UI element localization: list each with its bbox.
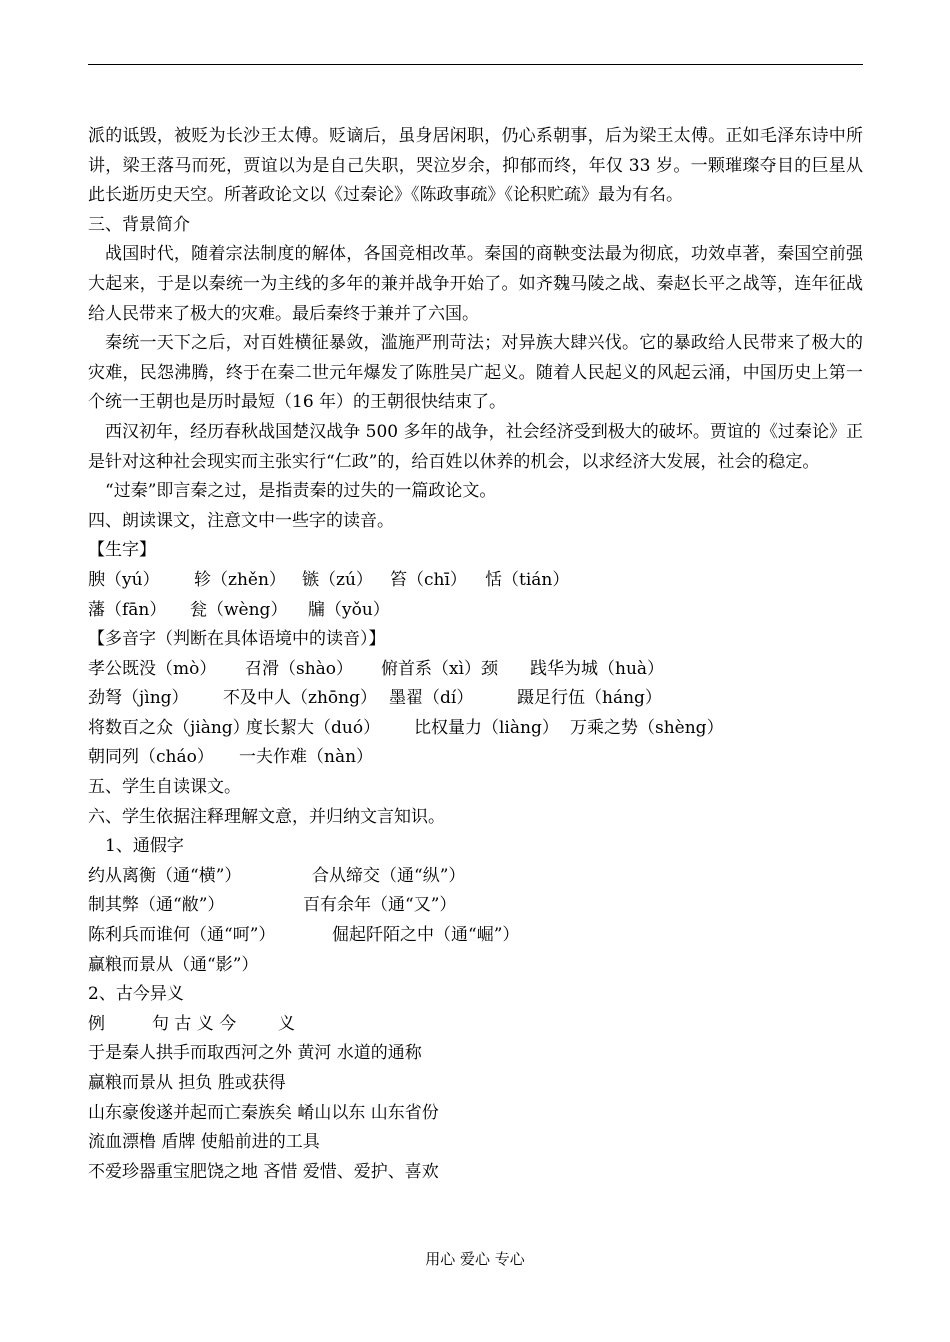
polyphone-item: 不及中人（zhōng）: [223, 688, 377, 709]
gujin-heading: 2、古今异义: [88, 984, 184, 1005]
tongjia-row-2: [88, 891, 863, 921]
document-body: [88, 122, 863, 1187]
polyphone-item: 召滑（shào）: [245, 658, 354, 679]
polyphone-item: 孝公既没（mò）: [88, 658, 217, 679]
section-heading-notes: 六、学生依据注释理解文意，并归纳文言知识。: [88, 806, 445, 827]
header-rule: [88, 64, 863, 65]
polyphone-row-3: [88, 714, 863, 744]
background-paragraph-4: “过秦”即言秦之过，是指责秦的过失的一篇政论文。: [105, 481, 497, 502]
new-chars-row-1: [88, 566, 863, 596]
polyphone-item: 蹑足行伍（háng）: [517, 688, 662, 709]
gujin-row: 不爱珍器重宝肥饶之地 吝惜 爱惜、爱护、喜欢: [88, 1161, 439, 1182]
tongjia-item: 百有余年（通“又”）: [303, 895, 457, 916]
background-paragraph-3: 西汉初年，经历春秋战国楚汉战争 500 多年的战争，社会经济受到极大的破坏。贾谊的《过秦论》正是针对这种社会现实而主张实行“仁政”的，给百姓以休养的机会，以求经济大发展，社会的稳定。: [88, 421, 863, 472]
polyphone-item: 度长絜大（duó）: [246, 717, 381, 738]
polyphone-row-1: [88, 655, 863, 685]
new-char-item: 轸（zhěn）: [194, 569, 286, 590]
section-heading-self-reading: 五、学生自读课文。: [88, 777, 241, 798]
new-char-item: 腴（yú）: [88, 569, 160, 590]
tongjia-item: 倔起阡陌之中（通“崛”）: [332, 925, 520, 946]
tongjia-item: 制其弊（通“敝”）: [88, 895, 225, 916]
gujin-header-cell: 义: [278, 1013, 295, 1034]
page-footer: 用心 爱心 专心: [425, 1250, 525, 1268]
new-char-item: 恬（tián）: [485, 569, 570, 590]
gujin-header-cell: 句 古 义 今: [152, 1013, 237, 1034]
polyphone-heading: 【多音字（判断在具体语境中的读音）】: [88, 629, 386, 650]
new-chars-row-2: [88, 596, 863, 626]
polyphone-item: 将数百之众（jiàng）: [88, 717, 250, 738]
gujin-row: 于是秦人拱手而取西河之外 黄河 水道的通称: [88, 1043, 422, 1064]
tongjia-heading: 1、通假字: [105, 836, 184, 857]
polyphone-item: 一夫作难（nàn）: [239, 747, 374, 768]
polyphone-item: 比权量力（liàng）: [414, 717, 559, 738]
background-paragraph-2: 秦统一天下之后，对百姓横征暴敛，滥施严刑苛法；对异族大肆兴伐。它的暴政给人民带来了极大的灾难，民怨沸腾，终于在秦二世元年爆发了陈胜吴广起义。随着人民起义的风起云涌，中国历史上第一个统一王朝也是历时最短（16 年）的王朝很快结束了。: [88, 333, 863, 413]
new-char-item: 牖（yǒu）: [308, 599, 390, 620]
tongjia-item: 合从缔交（通“纵”）: [312, 865, 466, 886]
polyphone-row-4: [88, 743, 863, 773]
polyphone-item: 朝同列（cháo）: [88, 747, 214, 768]
tongjia-item: 约从离衡（通“横”）: [88, 865, 242, 886]
background-paragraph-1: 战国时代，随着宗法制度的解体，各国竞相改革。秦国的商鞅变法最为彻底，功效卓著，秦国空前强大起来，于是以秦统一为主线的多年的兼并战争开始了。如齐魏马陵之战、秦赵长平之战等，连年征战给人民带来了极大的灾难。最后秦终于兼并了六国。: [88, 244, 863, 324]
polyphone-item: 俯首系（xì）颈: [381, 658, 499, 679]
gujin-header-cell: 例: [88, 1013, 105, 1034]
gujin-row: 山东豪俊遂并起而亡秦族矣 崤山以东 山东省份: [88, 1102, 439, 1123]
new-char-item: 镞（zú）: [302, 569, 373, 590]
polyphone-row-2: [88, 684, 863, 714]
gujin-table-header: [88, 1010, 863, 1040]
intro-paragraph: 派的诋毁，被贬为长沙王太傅。贬谪后，虽身居闲职，仍心系朝事，后为梁王太傅。正如毛泽东诗中所讲，梁王落马而死，贾谊以为是自己失职，哭泣岁余，抑郁而终，年仅 33 岁。一颗璀璨夺目的巨星从此长逝历史天空。所著政论文以《过秦论》《陈政事疏》《论积贮疏》最为有名。: [88, 126, 863, 206]
gujin-row: 赢粮而景从 担负 胜或获得: [88, 1073, 286, 1093]
tongjia-row-3: [88, 921, 863, 951]
tongjia-item: 陈利兵而谁何（通“呵”）: [88, 925, 276, 946]
new-char-item: 藩（fān）: [88, 599, 167, 620]
polyphone-item: 劲弩（jìng）: [88, 688, 189, 709]
section-heading-background: 三、背景简介: [88, 214, 190, 235]
new-chars-heading: 【生字】: [88, 540, 156, 561]
gujin-row: 流血漂橹 盾牌 使船前进的工具: [88, 1132, 320, 1153]
polyphone-item: 墨翟（dí）: [389, 688, 474, 709]
tongjia-row-1: [88, 862, 863, 892]
section-heading-reading: 四、朗读课文，注意文中一些字的读音。: [88, 510, 394, 531]
polyphone-item: 践华为城（huà）: [530, 658, 665, 679]
new-char-item: 笞（chī）: [390, 569, 467, 590]
polyphone-item: 万乘之势（shèng）: [570, 717, 724, 738]
tongjia-row-4: 赢粮而景从（通“影”）: [88, 954, 259, 975]
new-char-item: 瓮（wèng）: [190, 599, 288, 620]
